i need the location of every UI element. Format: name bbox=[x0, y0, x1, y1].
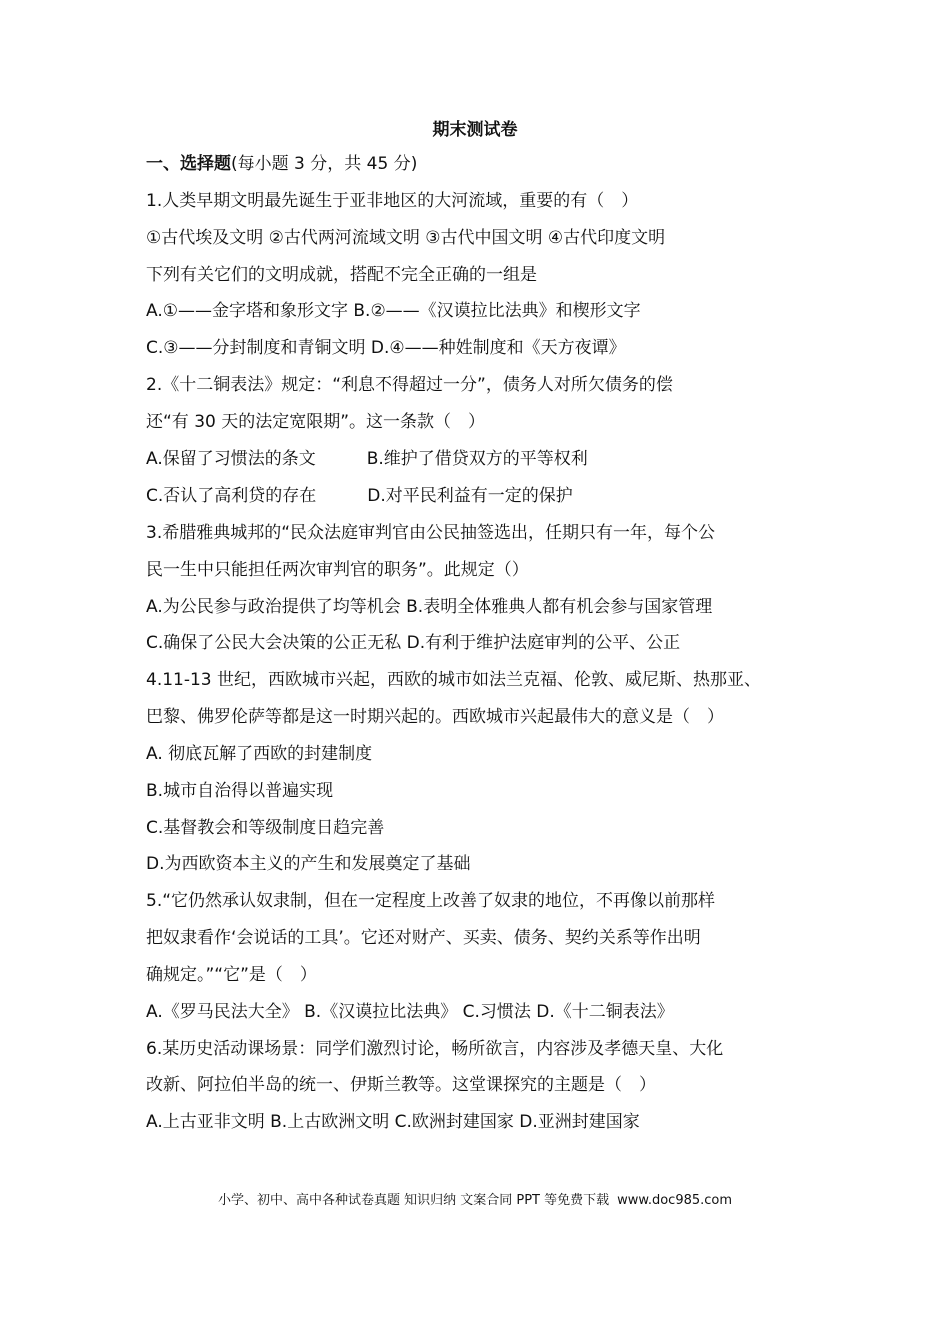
question-2-options-ab: A.保留了习惯法的条文 B.维护了借贷双方的平等权利 bbox=[146, 449, 588, 469]
question-1-prompt: 下列有关它们的文明成就，搭配不完全正确的一组是 bbox=[146, 265, 537, 285]
section-heading-note: (每小题 3 分，共 45 分) bbox=[231, 154, 418, 174]
question-4-option-c: C.基督教会和等级制度日趋完善 bbox=[146, 818, 385, 838]
question-5-stem-line-3: 确规定。”“它”是（ ） bbox=[146, 965, 317, 985]
question-1-stem: 1.人类早期文明最先诞生于亚非地区的大河流域，重要的有（ ） bbox=[146, 191, 639, 211]
footer-url[interactable]: www.doc985.com bbox=[617, 1193, 733, 1208]
question-1-items: ①古代埃及文明 ②古代两河流域文明 ③古代中国文明 ④古代印度文明 bbox=[146, 228, 666, 248]
question-5-stem-line-1: 5.“它仍然承认奴隶制，但在一定程度上改善了奴隶的地位，不再像以前那样 bbox=[146, 891, 716, 911]
question-3-options-cd: C.确保了公民大会决策的公正无私 D.有利于维护法庭审判的公平、公正 bbox=[146, 633, 681, 653]
question-2-stem-line-2: 还“有 30 天的法定宽限期”。这一条款（ ） bbox=[146, 412, 486, 432]
question-2-stem-line-1: 2.《十二铜表法》规定：“利息不得超过一分”，债务人对所欠债务的偿 bbox=[146, 375, 673, 395]
question-6-stem-line-1: 6.某历史活动课场景：同学们激烈讨论，畅所欲言，内容涉及孝德天皇、大化 bbox=[146, 1039, 724, 1059]
question-4-option-a: A. 彻底瓦解了西欧的封建制度 bbox=[146, 744, 373, 764]
question-6-stem-line-2: 改新、阿拉伯半岛的统一、伊斯兰教等。这堂课探究的主题是（ ） bbox=[146, 1075, 656, 1095]
section-heading bbox=[146, 152, 417, 176]
footer-text: 小学、初中、高中各种试卷真题 知识归纳 文案合同 PPT 等免费下载 bbox=[217, 1193, 610, 1208]
question-3-stem-line-2: 民一生中只能担任两次审判官的职务”。此规定（） bbox=[146, 560, 529, 580]
question-2-options-cd: C.否认了高利贷的存在 D.对平民利益有一定的保护 bbox=[146, 486, 573, 506]
question-1-options-ab: A.①——金字塔和象形文字 B.②——《汉谟拉比法典》和楔形文字 bbox=[146, 301, 641, 321]
question-4-option-b: B.城市自治得以普遍实现 bbox=[146, 781, 334, 801]
question-4-stem-line-1: 4.11-13 世纪，西欧城市兴起，西欧的城市如法兰克福、伦敦、威尼斯、热那亚、 bbox=[146, 670, 762, 690]
question-3-options-ab: A.为公民参与政治提供了均等机会 B.表明全体雅典人都有机会参与国家管理 bbox=[146, 597, 713, 617]
question-5-options: A.《罗马民法大全》 B.《汉谟拉比法典》 C.习惯法 D.《十二铜表法》 bbox=[146, 1002, 674, 1022]
page-title: 期末测试卷 bbox=[432, 120, 518, 140]
question-6-options: A.上古亚非文明 B.上古欧洲文明 C.欧洲封建国家 D.亚洲封建国家 bbox=[146, 1112, 640, 1132]
question-5-stem-line-2: 把奴隶看作‘会说话的工具’。它还对财产、买卖、债务、契约关系等作出明 bbox=[146, 928, 701, 948]
page-footer bbox=[0, 1191, 950, 1211]
question-3-stem-line-1: 3.希腊雅典城邦的“民众法庭审判官由公民抽签选出，任期只有一年，每个公 bbox=[146, 523, 716, 543]
question-4-stem-line-2: 巴黎、佛罗伦萨等都是这一时期兴起的。西欧城市兴起最伟大的意义是（ ） bbox=[146, 707, 724, 727]
section-heading-label: 一、选择题 bbox=[146, 154, 231, 174]
question-4-option-d: D.为西欧资本主义的产生和发展奠定了基础 bbox=[146, 854, 471, 874]
question-1-options-cd: C.③——分封制度和青铜文明 D.④——种姓制度和《天方夜谭》 bbox=[146, 338, 626, 358]
